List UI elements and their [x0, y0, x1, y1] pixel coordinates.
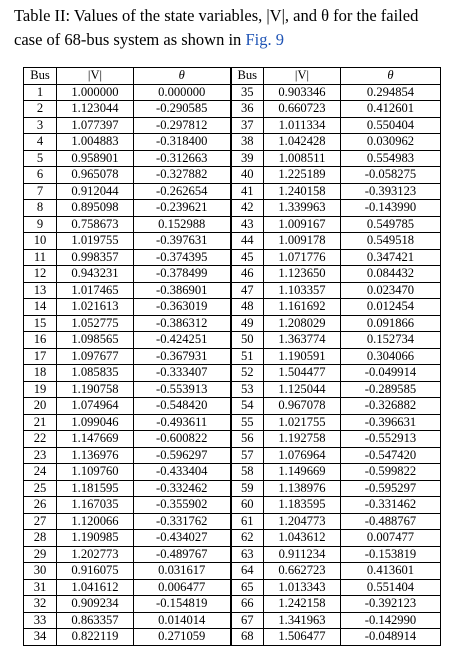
cell-theta: -0.374395: [134, 249, 231, 266]
cell-bus: 32: [24, 596, 57, 613]
cell-voltage: 0.911234: [264, 546, 341, 563]
cell-theta: 0.554983: [341, 150, 441, 167]
cell-voltage: 1.071776: [264, 249, 341, 266]
cell-bus: 8: [24, 200, 57, 217]
cell-bus: 22: [24, 431, 57, 448]
cell-theta: 0.030962: [341, 134, 441, 151]
cell-theta: -0.289585: [341, 381, 441, 398]
table-row: [24, 101, 441, 118]
cell-voltage: 1.000000: [57, 84, 134, 101]
cell-voltage: 1.125044: [264, 381, 341, 398]
table-row: [24, 200, 441, 217]
cell-bus: 9: [24, 216, 57, 233]
cell-bus: 47: [231, 282, 264, 299]
figure-reference-link[interactable]: Fig. 9: [245, 30, 284, 49]
cell-theta: 0.412601: [341, 101, 441, 118]
cell-theta: -0.489767: [134, 546, 231, 563]
cell-theta: -0.333407: [134, 365, 231, 382]
cell-bus: 57: [231, 447, 264, 464]
cell-bus: 60: [231, 497, 264, 514]
cell-bus: 3: [24, 117, 57, 134]
cell-voltage: 1.506477: [264, 629, 341, 646]
cell-theta: -0.363019: [134, 299, 231, 316]
cell-bus: 64: [231, 563, 264, 580]
cell-theta: 0.413601: [341, 563, 441, 580]
cell-theta: -0.367931: [134, 348, 231, 365]
cell-bus: 29: [24, 546, 57, 563]
cell-bus: 6: [24, 167, 57, 184]
cell-theta: -0.396631: [341, 414, 441, 431]
table-row: [24, 348, 441, 365]
cell-theta: 0.006477: [134, 579, 231, 596]
cell-theta: -0.386312: [134, 315, 231, 332]
cell-theta: -0.048914: [341, 629, 441, 646]
cell-theta: -0.297812: [134, 117, 231, 134]
cell-theta: -0.290585: [134, 101, 231, 118]
cell-voltage: 1.043612: [264, 530, 341, 547]
cell-bus: 17: [24, 348, 57, 365]
table-row: [24, 497, 441, 514]
table-header-row: [24, 68, 441, 85]
cell-voltage: 0.916075: [57, 563, 134, 580]
cell-bus: 48: [231, 299, 264, 316]
table-row: [24, 282, 441, 299]
cell-voltage: 0.903346: [264, 84, 341, 101]
cell-voltage: 1.074964: [57, 398, 134, 415]
cell-voltage: 1.138976: [264, 480, 341, 497]
cell-voltage: 1.042428: [264, 134, 341, 151]
cell-voltage: 1.077397: [57, 117, 134, 134]
cell-bus: 39: [231, 150, 264, 167]
cell-voltage: 1.103357: [264, 282, 341, 299]
cell-voltage: 1.161692: [264, 299, 341, 316]
cell-theta: -0.392123: [341, 596, 441, 613]
cell-theta: 0.152734: [341, 332, 441, 349]
cell-bus: 27: [24, 513, 57, 530]
cell-bus: 1: [24, 84, 57, 101]
table-row: [24, 315, 441, 332]
cell-voltage: 1.339963: [264, 200, 341, 217]
cell-voltage: 0.909234: [57, 596, 134, 613]
cell-bus: 18: [24, 365, 57, 382]
table-row: [24, 530, 441, 547]
cell-theta: -0.600822: [134, 431, 231, 448]
cell-theta: 0.014014: [134, 612, 231, 629]
cell-theta: -0.143990: [341, 200, 441, 217]
cell-voltage: 1.123650: [264, 266, 341, 283]
cell-bus: 36: [231, 101, 264, 118]
cell-theta: 0.549518: [341, 233, 441, 250]
cell-voltage: 0.958901: [57, 150, 134, 167]
table-row: [24, 266, 441, 283]
table-row: [24, 167, 441, 184]
cell-voltage: 1.052775: [57, 315, 134, 332]
table-row: [24, 612, 441, 629]
cell-theta: -0.378499: [134, 266, 231, 283]
cell-bus: 34: [24, 629, 57, 646]
cell-theta: 0.271059: [134, 629, 231, 646]
cell-theta: 0.551404: [341, 579, 441, 596]
cell-bus: 28: [24, 530, 57, 547]
cell-voltage: 0.998357: [57, 249, 134, 266]
cell-bus: 38: [231, 134, 264, 151]
cell-theta: -0.552913: [341, 431, 441, 448]
cell-voltage: 1.109760: [57, 464, 134, 481]
cell-theta: 0.084432: [341, 266, 441, 283]
cell-bus: 42: [231, 200, 264, 217]
cell-theta: -0.355902: [134, 497, 231, 514]
cell-theta: -0.599822: [341, 464, 441, 481]
table-row: [24, 332, 441, 349]
cell-voltage: 1.120066: [57, 513, 134, 530]
cell-theta: 0.023470: [341, 282, 441, 299]
cell-bus: 10: [24, 233, 57, 250]
cell-voltage: 0.758673: [57, 216, 134, 233]
cell-bus: 5: [24, 150, 57, 167]
table-row: [24, 398, 441, 415]
table-row: [24, 629, 441, 646]
cell-theta: -0.434027: [134, 530, 231, 547]
cell-voltage: 0.895098: [57, 200, 134, 217]
cell-voltage: 1.021613: [57, 299, 134, 316]
cell-theta: -0.331462: [341, 497, 441, 514]
table-row: [24, 183, 441, 200]
cell-bus: 63: [231, 546, 264, 563]
cell-bus: 2: [24, 101, 57, 118]
cell-bus: 59: [231, 480, 264, 497]
cell-theta: -0.142990: [341, 612, 441, 629]
cell-theta: -0.153819: [341, 546, 441, 563]
cell-bus: 15: [24, 315, 57, 332]
cell-voltage: 1.181595: [57, 480, 134, 497]
cell-voltage: 1.192758: [264, 431, 341, 448]
table-row: [24, 546, 441, 563]
table-row: [24, 299, 441, 316]
cell-bus: 49: [231, 315, 264, 332]
cell-voltage: 0.660723: [264, 101, 341, 118]
cell-theta: -0.596297: [134, 447, 231, 464]
header-theta: θ: [134, 68, 231, 85]
cell-bus: 55: [231, 414, 264, 431]
cell-theta: -0.397631: [134, 233, 231, 250]
cell-theta: -0.332462: [134, 480, 231, 497]
cell-bus: 61: [231, 513, 264, 530]
table-row: [24, 381, 441, 398]
table-body: [24, 84, 441, 645]
header-voltage: |V|: [57, 68, 134, 85]
cell-voltage: 1.021755: [264, 414, 341, 431]
cell-voltage: 1.242158: [264, 596, 341, 613]
cell-voltage: 1.504477: [264, 365, 341, 382]
table-row: [24, 249, 441, 266]
cell-voltage: 1.097677: [57, 348, 134, 365]
cell-bus: 58: [231, 464, 264, 481]
cell-voltage: 1.098565: [57, 332, 134, 349]
cell-voltage: 1.123044: [57, 101, 134, 118]
cell-bus: 37: [231, 117, 264, 134]
cell-bus: 43: [231, 216, 264, 233]
cell-voltage: 1.202773: [57, 546, 134, 563]
cell-bus: 25: [24, 480, 57, 497]
cell-bus: 12: [24, 266, 57, 283]
cell-voltage: 1.190758: [57, 381, 134, 398]
cell-bus: 31: [24, 579, 57, 596]
cell-theta: -0.049914: [341, 365, 441, 382]
cell-theta: 0.152988: [134, 216, 231, 233]
cell-voltage: 1.009167: [264, 216, 341, 233]
cell-bus: 52: [231, 365, 264, 382]
cell-theta: 0.012454: [341, 299, 441, 316]
cell-voltage: 0.967078: [264, 398, 341, 415]
cell-voltage: 1.363774: [264, 332, 341, 349]
cell-voltage: 1.013343: [264, 579, 341, 596]
cell-theta: -0.058275: [341, 167, 441, 184]
table-row: [24, 464, 441, 481]
cell-bus: 65: [231, 579, 264, 596]
header-bus: Bus: [24, 68, 57, 85]
cell-voltage: 1.190591: [264, 348, 341, 365]
cell-theta: 0.347421: [341, 249, 441, 266]
cell-theta: 0.000000: [134, 84, 231, 101]
cell-theta: -0.331762: [134, 513, 231, 530]
cell-bus: 19: [24, 381, 57, 398]
table-row: [24, 134, 441, 151]
cell-bus: 20: [24, 398, 57, 415]
cell-bus: 33: [24, 612, 57, 629]
cell-theta: -0.548420: [134, 398, 231, 415]
cell-bus: 68: [231, 629, 264, 646]
cell-voltage: 0.943231: [57, 266, 134, 283]
cell-voltage: 1.099046: [57, 414, 134, 431]
cell-theta: 0.007477: [341, 530, 441, 547]
cell-theta: -0.547420: [341, 447, 441, 464]
cell-theta: -0.488767: [341, 513, 441, 530]
cell-voltage: 1.341963: [264, 612, 341, 629]
cell-voltage: 1.183595: [264, 497, 341, 514]
cell-theta: 0.031617: [134, 563, 231, 580]
table-row: [24, 513, 441, 530]
cell-voltage: 1.008511: [264, 150, 341, 167]
table-row: [24, 563, 441, 580]
cell-theta: -0.424251: [134, 332, 231, 349]
cell-voltage: 0.822119: [57, 629, 134, 646]
cell-bus: 35: [231, 84, 264, 101]
table-row: [24, 480, 441, 497]
cell-theta: -0.327882: [134, 167, 231, 184]
cell-voltage: 0.965078: [57, 167, 134, 184]
cell-bus: 44: [231, 233, 264, 250]
cell-bus: 7: [24, 183, 57, 200]
cell-theta: -0.154819: [134, 596, 231, 613]
cell-bus: 41: [231, 183, 264, 200]
cell-voltage: 1.240158: [264, 183, 341, 200]
cell-theta: 0.091866: [341, 315, 441, 332]
cell-voltage: 1.136976: [57, 447, 134, 464]
cell-theta: -0.312663: [134, 150, 231, 167]
cell-theta: -0.239621: [134, 200, 231, 217]
cell-theta: 0.304066: [341, 348, 441, 365]
cell-voltage: 1.147669: [57, 431, 134, 448]
table-row: [24, 117, 441, 134]
cell-voltage: 0.662723: [264, 563, 341, 580]
cell-voltage: 1.167035: [57, 497, 134, 514]
cell-voltage: 1.009178: [264, 233, 341, 250]
caption-text: Table II: Values of the state variables, |V|, and θ for the failed case of 68-bus system as shown in: [14, 6, 419, 49]
cell-bus: 40: [231, 167, 264, 184]
cell-theta: -0.393123: [341, 183, 441, 200]
cell-voltage: 1.004883: [57, 134, 134, 151]
cell-voltage: 1.085835: [57, 365, 134, 382]
cell-theta: -0.326882: [341, 398, 441, 415]
table-row: [24, 414, 441, 431]
table-row: [24, 447, 441, 464]
cell-bus: 21: [24, 414, 57, 431]
table-row: [24, 365, 441, 382]
cell-theta: 0.294854: [341, 84, 441, 101]
cell-bus: 46: [231, 266, 264, 283]
cell-voltage: 0.863357: [57, 612, 134, 629]
cell-theta: -0.318400: [134, 134, 231, 151]
cell-bus: 14: [24, 299, 57, 316]
cell-theta: -0.433404: [134, 464, 231, 481]
cell-voltage: 1.204773: [264, 513, 341, 530]
cell-theta: -0.386901: [134, 282, 231, 299]
cell-voltage: 1.076964: [264, 447, 341, 464]
header-theta: θ: [341, 68, 441, 85]
cell-voltage: 1.225189: [264, 167, 341, 184]
table-row: [24, 84, 441, 101]
cell-voltage: 1.011334: [264, 117, 341, 134]
cell-bus: 66: [231, 596, 264, 613]
cell-voltage: 1.208029: [264, 315, 341, 332]
table-row: [24, 579, 441, 596]
cell-voltage: 1.041612: [57, 579, 134, 596]
header-voltage: |V|: [264, 68, 341, 85]
cell-bus: 11: [24, 249, 57, 266]
cell-theta: -0.493611: [134, 414, 231, 431]
cell-bus: 50: [231, 332, 264, 349]
table-row: [24, 596, 441, 613]
cell-bus: 67: [231, 612, 264, 629]
cell-bus: 56: [231, 431, 264, 448]
header-bus: Bus: [231, 68, 264, 85]
cell-bus: 45: [231, 249, 264, 266]
cell-bus: 53: [231, 381, 264, 398]
cell-voltage: 1.017465: [57, 282, 134, 299]
cell-voltage: 1.019755: [57, 233, 134, 250]
cell-bus: 62: [231, 530, 264, 547]
cell-voltage: 1.149669: [264, 464, 341, 481]
cell-bus: 13: [24, 282, 57, 299]
table-row: [24, 150, 441, 167]
cell-bus: 16: [24, 332, 57, 349]
cell-voltage: 0.912044: [57, 183, 134, 200]
cell-bus: 24: [24, 464, 57, 481]
cell-voltage: 1.190985: [57, 530, 134, 547]
cell-bus: 30: [24, 563, 57, 580]
cell-theta: -0.553913: [134, 381, 231, 398]
cell-bus: 26: [24, 497, 57, 514]
cell-bus: 23: [24, 447, 57, 464]
table-row: [24, 233, 441, 250]
table-row: [24, 431, 441, 448]
cell-theta: -0.595297: [341, 480, 441, 497]
cell-bus: 51: [231, 348, 264, 365]
cell-bus: 54: [231, 398, 264, 415]
cell-theta: 0.549785: [341, 216, 441, 233]
state-variables-table: [23, 67, 441, 646]
table-caption: [14, 4, 446, 52]
cell-theta: 0.550404: [341, 117, 441, 134]
cell-theta: -0.262654: [134, 183, 231, 200]
table-row: [24, 216, 441, 233]
cell-bus: 4: [24, 134, 57, 151]
